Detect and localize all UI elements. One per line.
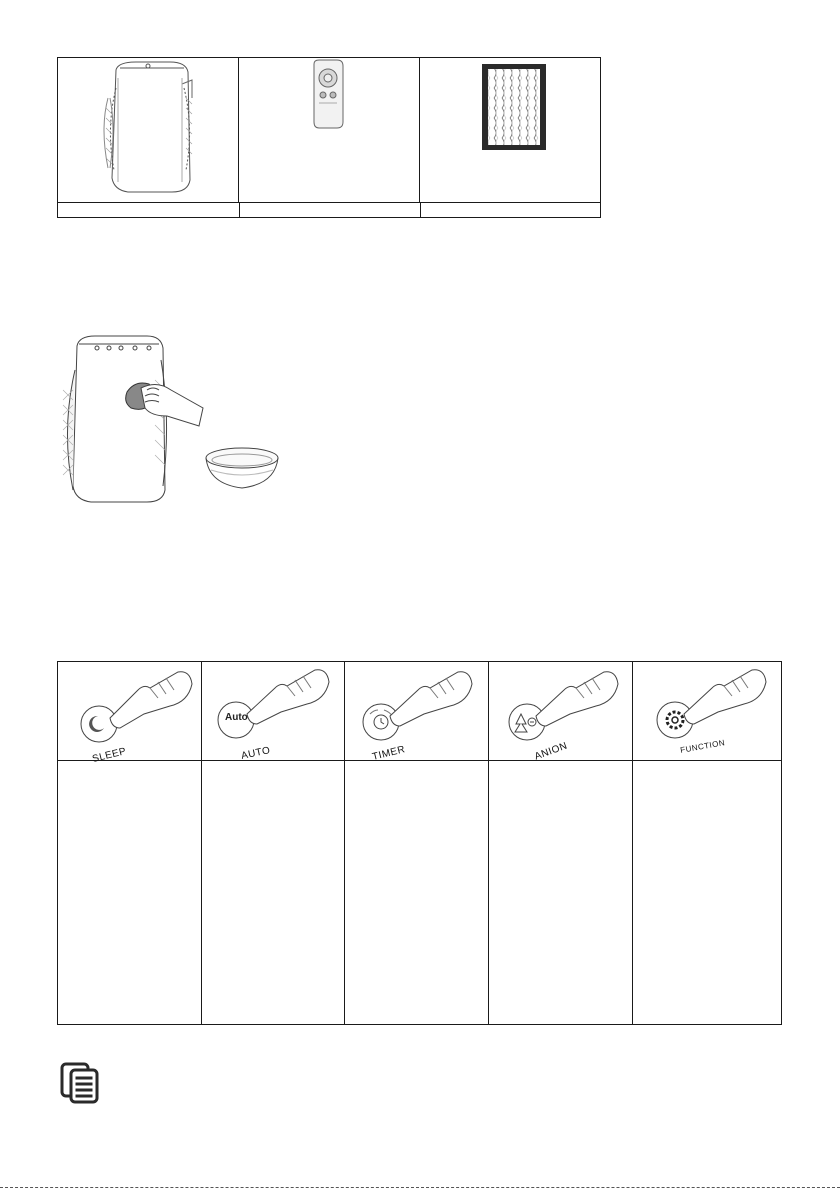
- auto-label: AUTO: [240, 745, 272, 762]
- auto-badge: Auto: [225, 712, 248, 723]
- anion-label: ANION: [533, 740, 570, 763]
- cleaning-illustration: [55, 330, 295, 512]
- function-cell-auto: [201, 662, 344, 760]
- air-purifier-icon: [58, 58, 238, 200]
- auto-icon: [201, 662, 344, 760]
- function-label: FUNCTION: [679, 738, 726, 755]
- function-cell-timer: [344, 662, 488, 763]
- wipe-cleaning-icon: [55, 330, 295, 512]
- moon-icon: [58, 662, 201, 760]
- accessory-cell-purifier: [58, 58, 239, 202]
- timer-label: TIMER: [371, 744, 407, 763]
- function-cell-anion: [488, 662, 632, 763]
- accessories-caption-row: [58, 202, 600, 218]
- note-icon-wrap: [60, 1062, 100, 1104]
- page-edge-divider: [0, 1187, 840, 1188]
- document-icon: [60, 1062, 100, 1104]
- clock-icon: [344, 662, 488, 760]
- accessory-cell-filter: [420, 58, 600, 202]
- remote-control-icon: [239, 58, 419, 200]
- filter-icon: [420, 58, 600, 200]
- function-cell-function: [632, 662, 781, 760]
- accessory-cell-remote: [239, 58, 420, 202]
- sleep-label: SLEEP: [91, 745, 128, 766]
- function-table: [57, 661, 782, 1025]
- accessories-table: [57, 57, 601, 218]
- function-cell-sleep: [58, 662, 201, 766]
